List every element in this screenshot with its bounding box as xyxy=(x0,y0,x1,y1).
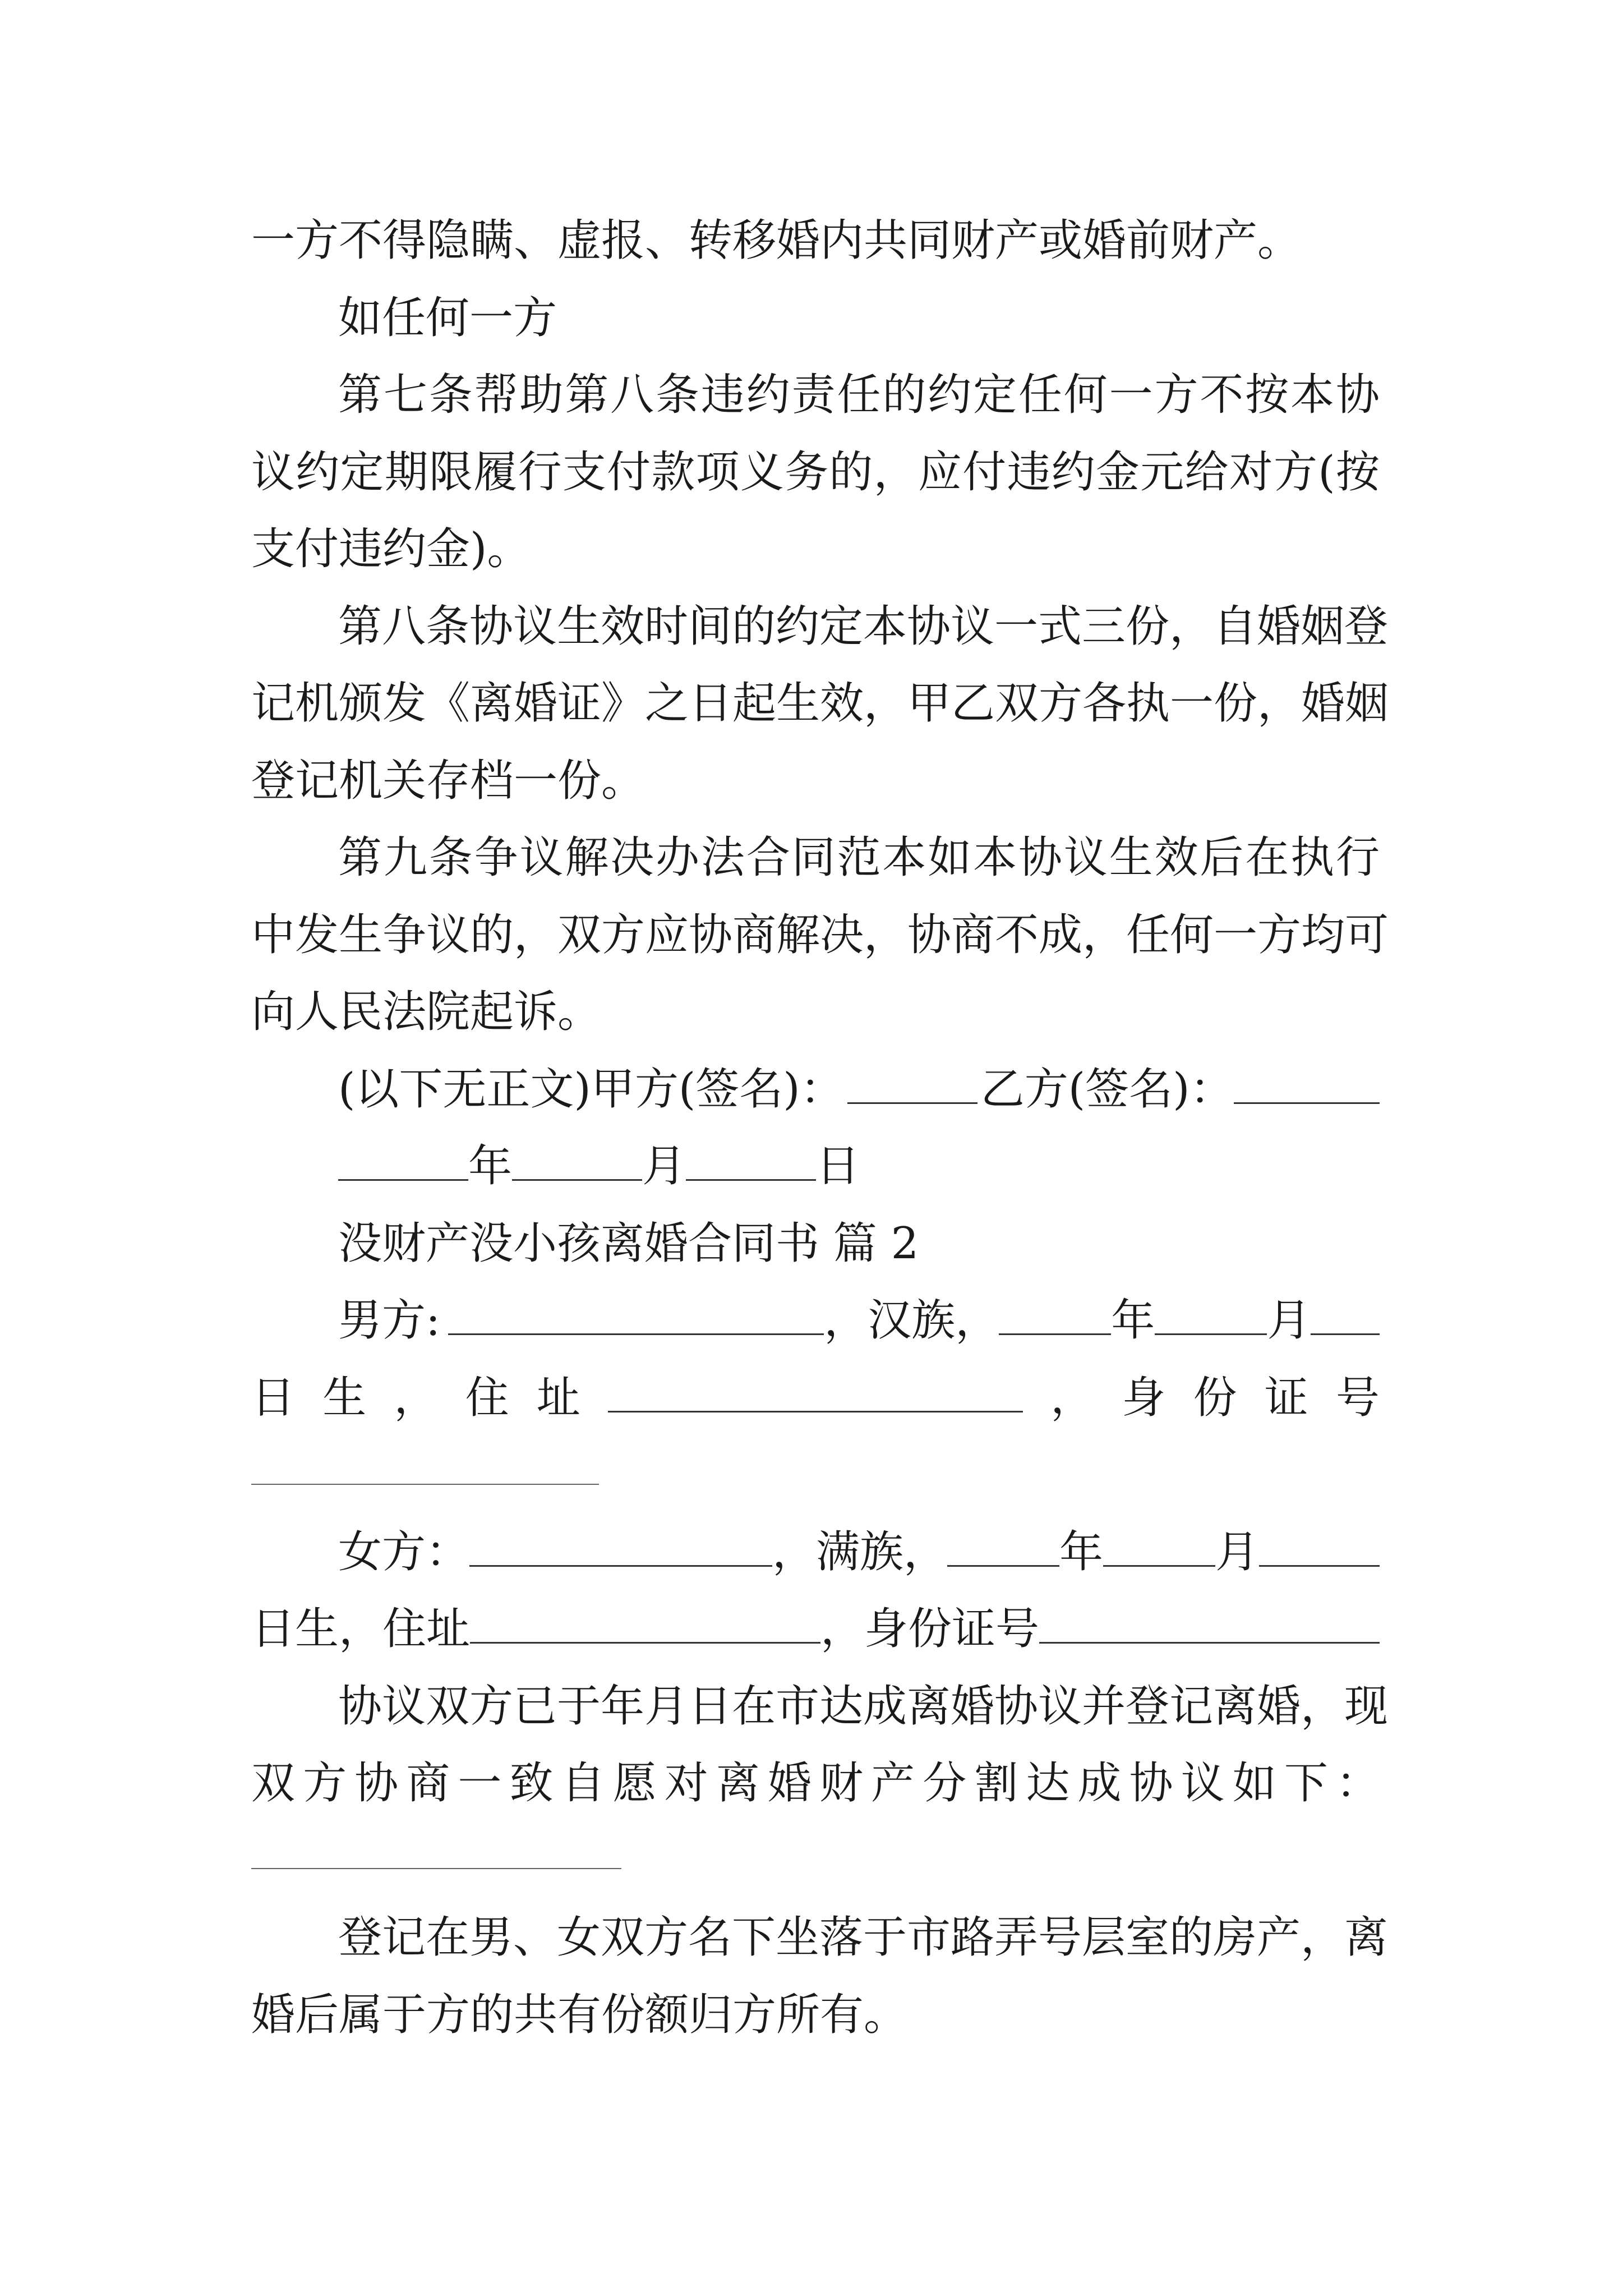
char: 日 xyxy=(251,1373,296,1423)
male-address-line xyxy=(251,1359,1380,1437)
paragraph-line: 向人民法院起诉。 xyxy=(251,987,602,1037)
male-ethnicity: ，汉族， xyxy=(824,1295,999,1346)
paragraph-line: 如任何一方 xyxy=(338,293,557,343)
female-month-blank xyxy=(1103,1524,1215,1567)
female-id-label: ，身份证号 xyxy=(820,1604,1040,1654)
paragraph-line: 议约定期限履行支付款项义务的，应付违约金元给对方(按 xyxy=(251,447,1380,498)
char: 身 xyxy=(1122,1373,1166,1423)
male-info-line xyxy=(338,1281,1380,1360)
date-line xyxy=(338,1127,1380,1205)
char: ， xyxy=(394,1373,438,1423)
female-ethnicity: ，满族， xyxy=(772,1527,948,1577)
female-address-line xyxy=(251,1590,1380,1668)
male-id-blank xyxy=(251,1484,599,1485)
article-8-line: 第八条协议生效时间的约定本协议一式三份，自婚姻登 xyxy=(338,601,1389,652)
section-title: 没财产没小孩离婚合同书 篇 2 xyxy=(338,1218,919,1269)
party-b-signature-label: 乙方(签名)： xyxy=(980,1064,1234,1115)
male-year-blank xyxy=(999,1292,1111,1335)
char: 证 xyxy=(1264,1373,1308,1423)
party-a-signature-label: (以下无正文)甲方(签名)： xyxy=(338,1064,844,1115)
female-address-label: 日生，住址 xyxy=(251,1604,471,1654)
party-a-signature-blank xyxy=(847,1061,978,1104)
day-label: 日 xyxy=(816,1141,860,1191)
male-name-blank xyxy=(448,1292,824,1335)
char: 址 xyxy=(536,1373,580,1423)
month-label: 月 xyxy=(642,1141,686,1191)
paragraph-line: 协议双方已于年月日在市达成离婚协议并登记离婚，现 xyxy=(338,1681,1389,1732)
year-label: 年 xyxy=(468,1141,513,1191)
char: ， xyxy=(1050,1373,1095,1423)
male-month-label: 月 xyxy=(1267,1295,1311,1346)
female-day-blank xyxy=(1259,1524,1380,1567)
female-label: 女方： xyxy=(338,1527,470,1577)
month-blank xyxy=(512,1138,642,1181)
day-blank xyxy=(686,1138,816,1181)
paragraph-line: 登记机关存档一份。 xyxy=(251,756,645,806)
paragraph-line: 记机颁发《离婚证》之日起生效，甲乙双方各执一份，婚姻 xyxy=(251,678,1389,729)
paragraph-line: 双方协商一致自愿对离婚财产分割达成协议如下： xyxy=(251,1758,1380,1809)
male-label: 男方: xyxy=(338,1295,441,1346)
female-year-label: 年 xyxy=(1059,1527,1104,1577)
signature-line xyxy=(338,1050,1380,1129)
char: 住 xyxy=(465,1373,509,1423)
male-month-blank xyxy=(1155,1292,1267,1335)
female-month-label: 月 xyxy=(1215,1527,1260,1577)
female-name-blank xyxy=(469,1524,772,1567)
party-b-signature-blank xyxy=(1234,1061,1380,1104)
female-id-blank xyxy=(1039,1600,1380,1644)
paragraph-line: 婚后属于方的共有份额归方所有。 xyxy=(251,1990,908,2040)
paragraph-line: 中发生争议的，双方应协商解决，协商不成，任何一方均可 xyxy=(251,910,1389,960)
char: 份 xyxy=(1193,1373,1237,1423)
female-info-line xyxy=(338,1513,1380,1591)
paragraph-line: 登记在男、女双方名下坐落于市路弄号层室的房产，离 xyxy=(338,1912,1389,1963)
char: 生 xyxy=(322,1373,367,1423)
article-7-line: 第七条帮助第八条违约责任的约定任何一方不按本协 xyxy=(338,370,1380,420)
male-address-blank xyxy=(608,1369,1023,1412)
paragraph-line: 支付违约金)。 xyxy=(251,524,531,574)
char: 号 xyxy=(1335,1373,1380,1423)
female-address-blank xyxy=(470,1600,820,1644)
paragraph-line: 一方不得隐瞒、虚报、转移婚内共同财产或婚前财产。 xyxy=(251,215,1302,266)
article-9-line: 第九条争议解决办法合同范本如本协议生效后在执行 xyxy=(338,832,1380,883)
female-year-blank xyxy=(947,1524,1059,1567)
male-year-label: 年 xyxy=(1111,1295,1155,1346)
blank-underline xyxy=(251,1868,621,1869)
year-blank xyxy=(338,1138,468,1181)
male-day-blank xyxy=(1311,1292,1380,1335)
